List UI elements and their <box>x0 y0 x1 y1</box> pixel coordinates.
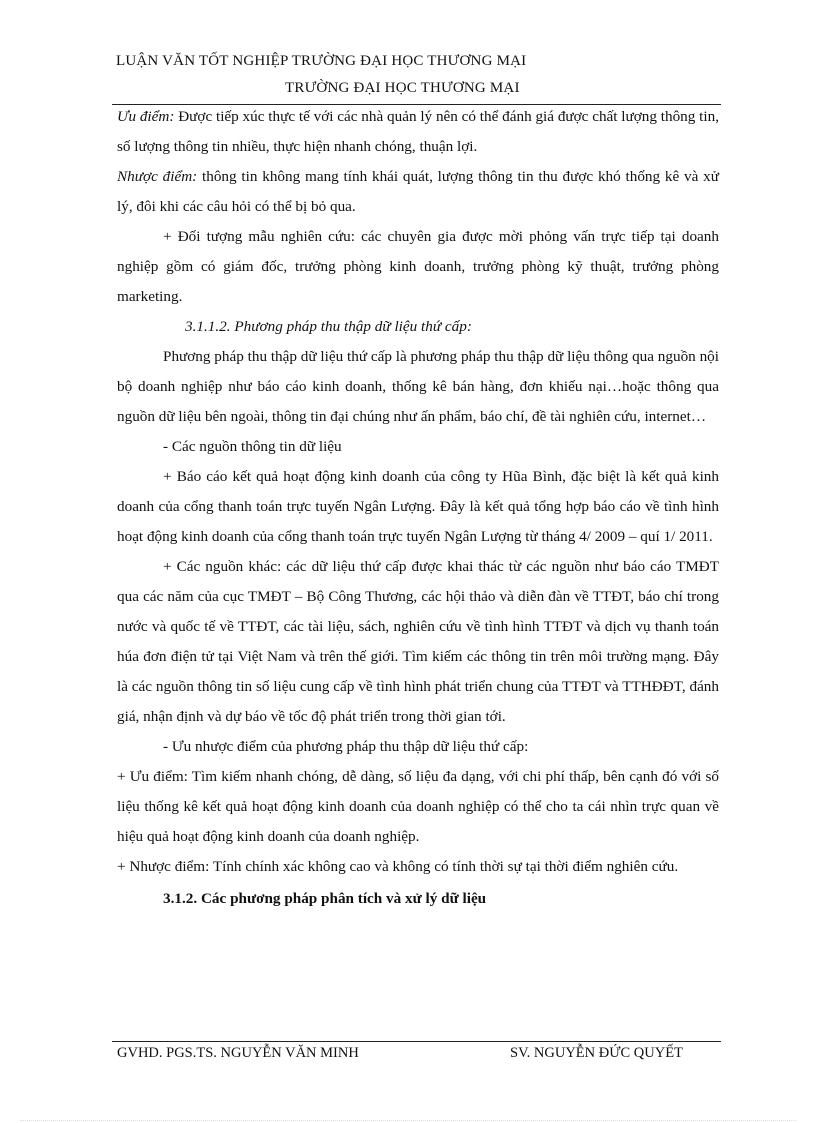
footer-student: SV. NGUYỄN ĐỨC QUYẾT <box>510 1045 683 1061</box>
paragraph-advantages <box>117 102 719 162</box>
advantages-label: Ưu điểm: <box>117 108 175 125</box>
header-line-1: LUẬN VĂN TỐT NGHIỆP TRƯỜNG ĐẠI HỌC THƯƠNG MẠI <box>116 53 527 69</box>
paragraph-sources-title: - Các nguồn thông tin dữ liệu <box>163 438 342 455</box>
footer-rule <box>112 1041 721 1042</box>
advantages-text: Được tiếp xúc thực tế với các nhà quản lý nên có thể đánh giá được chất lượng thông tin, số lượng thông tin nhiều, thực hiện nhanh chóng, thuận lợi. <box>117 108 719 155</box>
document-body <box>117 102 719 914</box>
paragraph-cons: + Nhược điểm: Tính chính xác không cao và không có tính thời sự tại thời điểm nghiên cứu. <box>117 858 679 875</box>
section-heading-secondary-data: 3.1.1.2. Phương pháp thu thập dữ liệu thứ cấp: <box>185 318 472 335</box>
paragraph-pros-cons-title: - Ưu nhược điểm của phương pháp thu thập dữ liệu thứ cấp: <box>163 738 529 755</box>
page-bottom-edge <box>20 1120 796 1121</box>
paragraph-pros: + Ưu điểm: Tìm kiếm nhanh chóng, dễ dàng, số liệu đa dạng, với chi phí thấp, bên cạnh đó với số liệu thống kê kết quả hoạt động kinh doanh của doanh nghiệp có thể cho ta cái nhìn trực quan về hiệu quả hoạt động kinh doanh của doanh nghiệp. <box>117 768 719 845</box>
paragraph-other-sources: + Các nguồn khác: các dữ liệu thứ cấp được khai thác từ các nguồn như báo cáo TMĐT qua các năm của cục TMĐT – Bộ Công Thương, các hội thảo và diễn đàn về TTĐT, báo chí trong nước và quốc tế về TTĐT, các tài liệu, sách, nghiên cứu về tình hình TTĐT và dịch vụ thanh toán húa đơn điện tử tại Việt Nam và trên thế giới. Tìm kiếm các thông tin trên môi trường mạng. Đây là các nguồn thông tin số liệu cung cấp về tình hình phát triển chung của TTĐT và TTHĐĐT, đánh giá, nhận định và dự báo về tốc độ phát triển trong thời gian tới. <box>117 558 719 725</box>
disadvantages-text: thông tin không mang tính khái quát, lượng thông tin thu được khó thống kê và xử lý, đôi khi các câu hỏi có thể bị bỏ qua. <box>117 168 719 215</box>
paragraph-sample-subjects: + Đối tượng mẫu nghiên cứu: các chuyên gia được mời phỏng vấn trực tiếp tại doanh nghiệp gồm có giám đốc, trưởng phòng kinh doanh, trưởng phòng kỹ thuật, trưởng phòng marketing. <box>117 228 719 305</box>
page-footer <box>117 1045 717 1062</box>
section-heading-analysis: 3.1.2. Các phương pháp phân tích và xử lý dữ liệu <box>163 890 487 907</box>
disadvantages-label: Nhược điểm: <box>117 168 198 185</box>
footer-advisor: GVHD. PGS.TS. NGUYỄN VĂN MINH <box>117 1045 359 1061</box>
header-line-2: TRƯỜNG ĐẠI HỌC THƯƠNG MẠI <box>285 80 520 96</box>
paragraph-disadvantages <box>117 162 719 222</box>
paragraph-secondary-method: Phương pháp thu thập dữ liệu thứ cấp là phương pháp thu thập dữ liệu thông qua nguồn nội bộ doanh nghiệp như báo cáo kinh doanh, thống kê bán hàng, đơn khiếu nại…hoặc thông qua nguồn dữ liệu bên ngoài, thông tin đại chúng như ấn phẩm, báo chí, đề tài nghiên cứu, internet… <box>117 348 719 425</box>
paragraph-business-report: + Báo cáo kết quả hoạt động kinh doanh của công ty Hũa Bình, đặc biệt là kết quả kinh doanh của cổng thanh toán trực tuyến Ngân Lượng. Đây là kết quả tổng hợp báo cáo về tình hình hoạt động kinh doanh của cổng thanh toán trực tuyến Ngân Lượng từ tháng 4/ 2009 – quí 1/ 2011. <box>117 468 719 545</box>
